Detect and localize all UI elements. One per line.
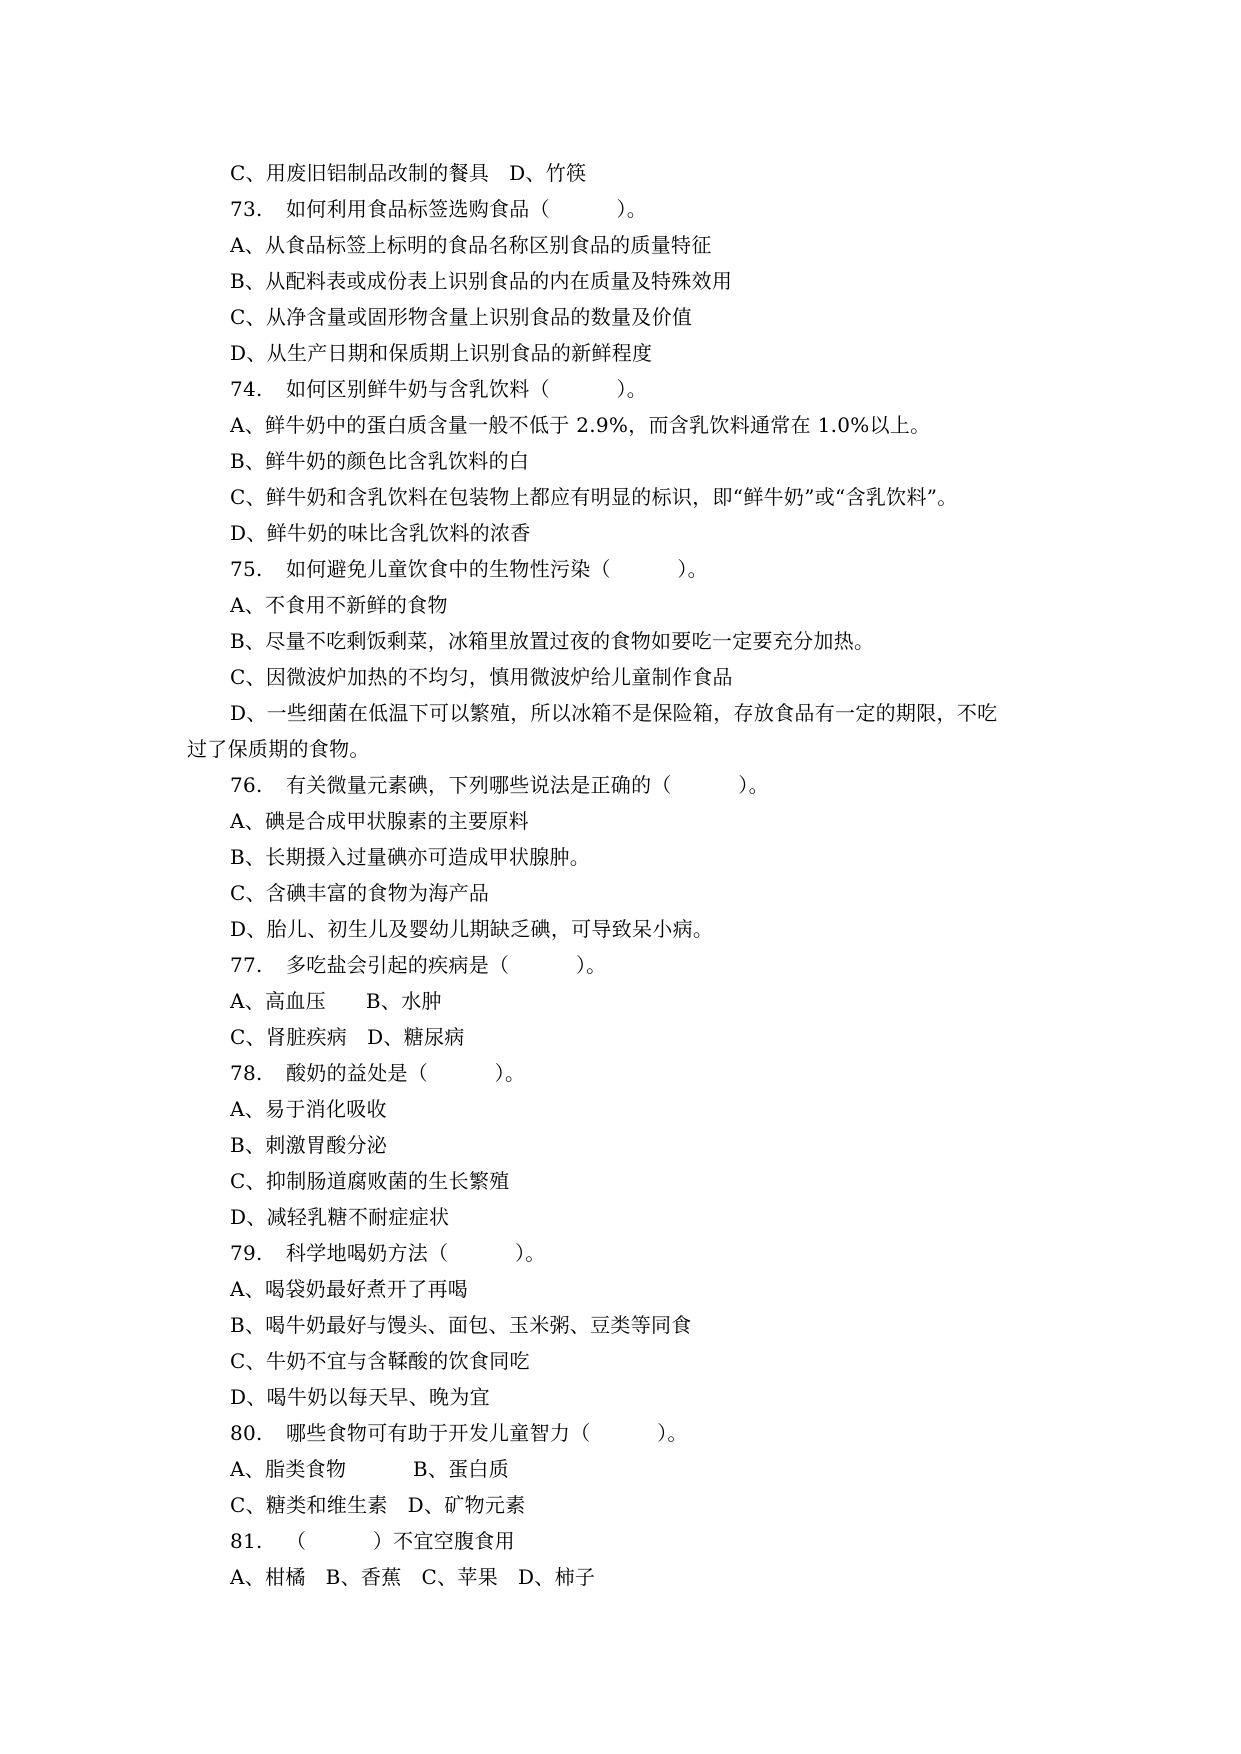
question-line bbox=[187, 551, 1067, 587]
option-line: D、减轻乳糖不耐症症状 bbox=[230, 1205, 450, 1229]
option-line: B、从配料表或成份表上识别食品的内在质量及特殊效用 bbox=[230, 269, 733, 293]
question-line bbox=[187, 1523, 1067, 1559]
question-list bbox=[187, 155, 1067, 1595]
option-line: A、鲜牛奶中的蛋白质含量一般不低于 2.9%，而含乳饮料通常在 1.0%以上。 bbox=[230, 413, 931, 437]
option-line: C、用废旧铝制品改制的餐具 D、竹筷 bbox=[230, 161, 587, 185]
option-line: D、喝牛奶以每天早、晚为宜 bbox=[230, 1385, 490, 1409]
option-line: A、易于消化吸收 bbox=[230, 1097, 387, 1121]
question-line bbox=[187, 371, 1067, 407]
option-line: C、从净含量或固形物含量上识别食品的数量及价值 bbox=[230, 305, 693, 329]
option-line: A、碘是合成甲状腺素的主要原料 bbox=[230, 809, 529, 833]
question-line bbox=[187, 947, 1067, 983]
question-number: 79. bbox=[230, 1241, 263, 1265]
question-text: 哪些食物可有助于开发儿童智力（ ）。 bbox=[286, 1421, 688, 1445]
question-line bbox=[187, 191, 1067, 227]
question-number: 75. bbox=[230, 557, 263, 581]
question-text: 酸奶的益处是（ ）。 bbox=[286, 1061, 526, 1085]
option-line: D、胎儿、初生儿及婴幼儿期缺乏碘，可导致呆小病。 bbox=[230, 917, 714, 941]
option-line: C、鲜牛奶和含乳饮料在包装物上都应有明显的标识，即“鲜牛奶”或“含乳饮料”。 bbox=[230, 485, 958, 509]
question-text: 如何利用食品标签选购食品（ ）。 bbox=[286, 197, 648, 221]
question-number: 77. bbox=[230, 953, 263, 977]
option-line: C、抑制肠道腐败菌的生长繁殖 bbox=[230, 1169, 510, 1193]
question-number: 74. bbox=[230, 377, 263, 401]
option-line: C、含碘丰富的食物为海产品 bbox=[230, 881, 490, 905]
option-line: B、鲜牛奶的颜色比含乳饮料的白 bbox=[230, 449, 530, 473]
question-number: 78. bbox=[230, 1061, 263, 1085]
question-text: 多吃盐会引起的疾病是（ ）。 bbox=[286, 953, 607, 977]
option-line: B、尽量不吃剩饭剩菜，冰箱里放置过夜的食物如要吃一定要充分加热。 bbox=[230, 629, 875, 653]
option-line: C、糖类和维生素 D、矿物元素 bbox=[230, 1493, 526, 1517]
option-line: B、长期摄入过量碘亦可造成甲状腺肿。 bbox=[230, 845, 591, 869]
question-line bbox=[187, 1235, 1067, 1271]
question-text: （ ）不宜空腹食用 bbox=[286, 1529, 515, 1553]
question-text: 科学地喝奶方法（ ）。 bbox=[286, 1241, 546, 1265]
option-line: B、刺激胃酸分泌 bbox=[230, 1133, 388, 1157]
question-text: 如何区别鲜牛奶与含乳饮料（ ）。 bbox=[286, 377, 648, 401]
option-line: D、鲜牛奶的味比含乳饮料的浓香 bbox=[230, 521, 531, 545]
option-line: A、从食品标签上标明的食品名称区别食品的质量特征 bbox=[230, 233, 712, 257]
question-line bbox=[187, 1055, 1067, 1091]
option-line: C、肾脏疾病 D、糖尿病 bbox=[230, 1025, 465, 1049]
question-number: 76. bbox=[230, 773, 263, 797]
option-line: D、一些细菌在低温下可以繁殖，所以冰箱不是保险箱，存放食品有一定的期限，不吃 bbox=[230, 701, 998, 725]
question-line bbox=[187, 1415, 1067, 1451]
option-line: A、不食用不新鲜的食物 bbox=[230, 593, 448, 617]
option-line: A、柑橘 B、香蕉 C、苹果 D、柿子 bbox=[230, 1565, 596, 1589]
option-line: C、因微波炉加热的不均匀，慎用微波炉给儿童制作食品 bbox=[230, 665, 733, 689]
question-number: 81. bbox=[230, 1529, 263, 1553]
question-text: 如何避免儿童饮食中的生物性污染（ ）。 bbox=[286, 557, 708, 581]
question-number: 80. bbox=[230, 1421, 263, 1445]
option-line: D、从生产日期和保质期上识别食品的新鲜程度 bbox=[230, 341, 653, 365]
option-line: 过了保质期的食物。 bbox=[187, 737, 370, 761]
question-number: 73. bbox=[230, 197, 263, 221]
question-text: 有关微量元素碘，下列哪些说法是正确的（ ）。 bbox=[286, 773, 769, 797]
option-line: C、牛奶不宜与含鞣酸的饮食同吃 bbox=[230, 1349, 530, 1373]
question-line bbox=[187, 767, 1067, 803]
option-line: B、喝牛奶最好与馒头、面包、玉米粥、豆类等同食 bbox=[230, 1313, 692, 1337]
option-line: A、喝袋奶最好煮开了再喝 bbox=[230, 1277, 469, 1301]
option-line: A、高血压 B、水肿 bbox=[230, 989, 442, 1013]
option-line: A、脂类食物 B、蛋白质 bbox=[230, 1457, 510, 1481]
